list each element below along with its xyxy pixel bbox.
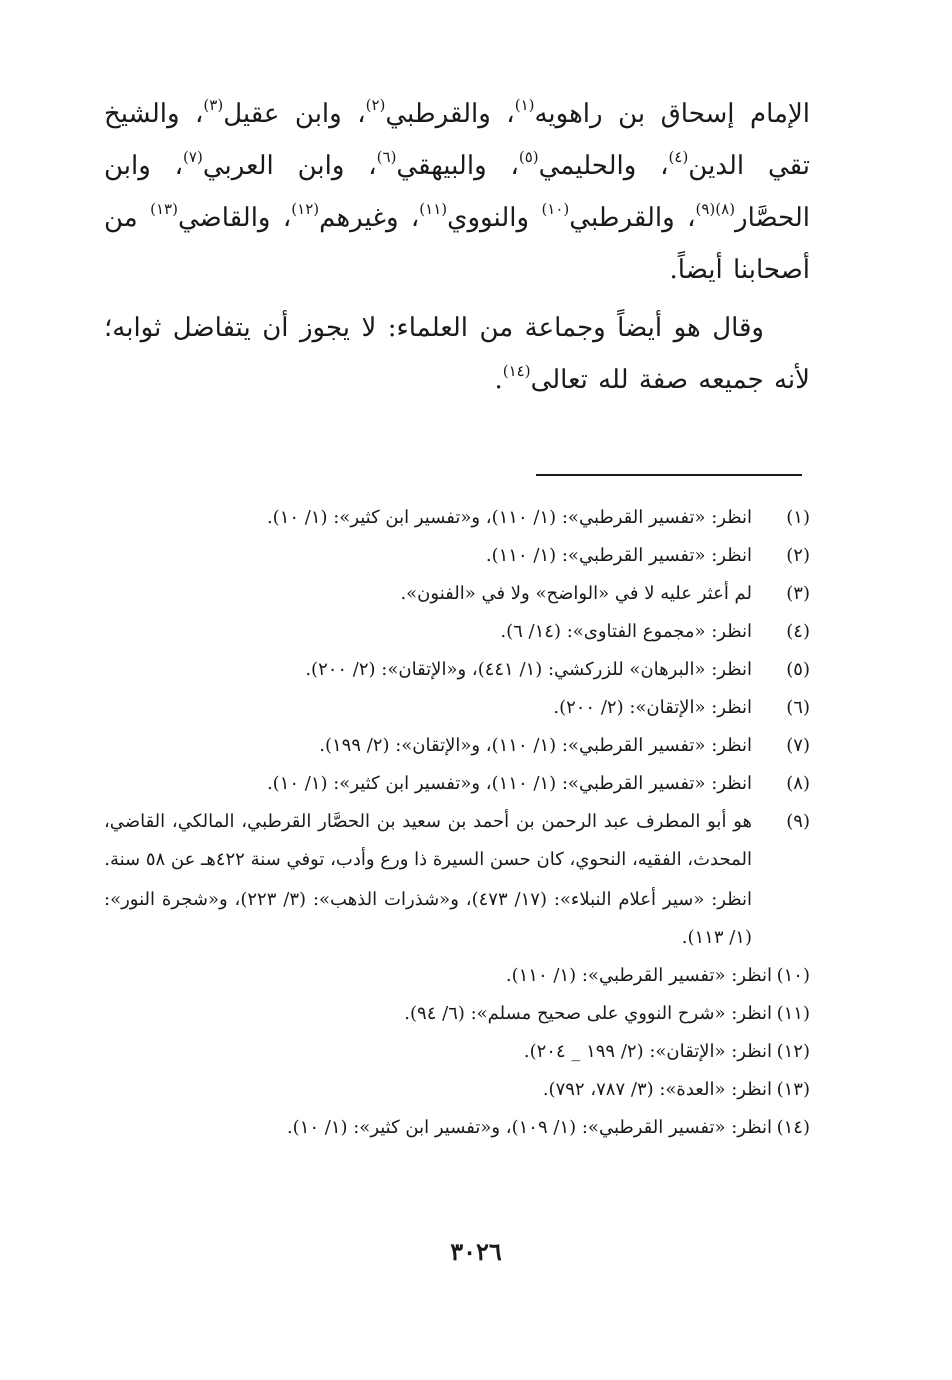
footnote-body: [104, 765, 752, 803]
footnote-body: [104, 727, 752, 765]
footnote-body: [104, 689, 752, 727]
footnote: [104, 1071, 810, 1109]
footnote-number: (١٢): [776, 1041, 810, 1062]
footnote-body: [104, 537, 752, 575]
footnote: [104, 575, 810, 613]
footnote-text: انظر: «تفسير القرطبي»: (١/ ١١٠)، و«الإتقان»: (٢/ ١٩٩).: [319, 735, 752, 756]
footnote: [104, 1033, 810, 1071]
footnote-body: [104, 651, 752, 689]
footnote-number: (٥): [786, 659, 810, 680]
paragraph-1: [104, 88, 810, 296]
footnote-separator: [536, 474, 802, 476]
text-segment: ، والبيهقي: [396, 151, 519, 181]
footnote-text: هو أبو المطرف عبد الرحمن بن أحمد بن سعيد بن الحصَّار القرطبي، المالكي، القاضي، المحدث، الفقيه، النحوي، كان حسن السيرة ذا ورع وأدب، توفي سنة ٤٢٢هـ عن ٥٨ سنة.: [104, 811, 752, 870]
text-segment: ، والشيخ تقي الدين: [104, 99, 811, 181]
footnote-number: (٢): [786, 545, 810, 566]
footnote-ref[interactable]: (١٤): [502, 362, 531, 381]
footnote-body: [104, 613, 752, 651]
text-segment: ، وابن عقيل: [223, 99, 366, 129]
footnote-ref[interactable]: (١٣): [150, 200, 178, 219]
paragraph-2: [104, 302, 810, 406]
text-segment: ، وغيرهم: [319, 203, 420, 233]
footnote-ref[interactable]: (٧): [183, 148, 203, 167]
footnote-text: انظر: «تفسير القرطبي»: (١/ ١١٠)، و«تفسير ابن كثير»: (١/ ١٠).: [266, 507, 752, 528]
footnote-ref[interactable]: (١١): [419, 200, 448, 219]
footnote-number: (٣): [786, 583, 810, 604]
footnote-source: انظر: «سير أعلام النبلاء»: (١٧/ ٤٧٣)، و«شذرات الذهب»: (٣/ ٢٢٣)، و«شجرة النور»: (١/ ١١٣).: [104, 889, 753, 948]
text-segment: ، والقرطبي: [385, 99, 515, 129]
footnote: [104, 803, 810, 957]
footnote-text: لم أعثر عليه لا في «الواضح» ولا في «الفنون».: [400, 583, 752, 604]
footnote-text: انظر: «العدة»: (٣/ ٧٨٧، ٧٩٢).: [542, 1079, 772, 1100]
footnote-body: [104, 499, 752, 537]
footnote-ref[interactable]: (٦): [376, 148, 397, 167]
text-segment: من أصحابنا أيضاً.: [104, 203, 810, 285]
footnote: [104, 957, 810, 995]
footnote-text: انظر: «الإتقان»: (٢/ ١٩٩ _ ٢٠٤).: [523, 1041, 772, 1062]
footnote-number: (٨): [786, 773, 810, 794]
text-segment: والنووي: [447, 203, 542, 233]
footnote-text: انظر: «البرهان» للزركشي: (١/ ٤٤١)، و«الإتقان»: (٢/ ٢٠٠).: [305, 659, 752, 680]
footnote-number: (١٤): [776, 1117, 810, 1138]
footnote-ref[interactable]: (٥): [518, 148, 539, 167]
text-segment: الإمام إسحاق بن راهويه: [534, 99, 810, 129]
footnote: [104, 537, 810, 575]
footnote-body: [104, 803, 752, 957]
footnote-text: انظر: «مجموع الفتاوى»: (١٤/ ٦).: [500, 621, 752, 642]
footnote-text: انظر: «تفسير القرطبي»: (١/ ١١٠)، و«تفسير ابن كثير»: (١/ ١٠).: [266, 773, 752, 794]
main-text: [104, 88, 810, 406]
footnote-ref[interactable]: (١): [514, 96, 535, 115]
footnote-body: [104, 575, 752, 613]
text-segment: .: [494, 365, 503, 395]
footnote-ref[interactable]: (٢): [365, 96, 386, 115]
footnote-text: انظر: «تفسير القرطبي»: (١/ ١٠٩)، و«تفسير ابن كثير»: (١/ ١٠).: [286, 1117, 772, 1138]
footnote: [104, 995, 810, 1033]
footnote-body: [104, 1033, 772, 1071]
footnote-body: [104, 1071, 772, 1109]
footnote: [104, 765, 810, 803]
footnote-number: (٦): [786, 697, 810, 718]
footnote-body: [104, 1109, 772, 1147]
footnote-ref[interactable]: (١٠): [541, 200, 570, 219]
footnote: [104, 499, 810, 537]
footnote: [104, 727, 810, 765]
footnote-number: (٧): [786, 735, 810, 756]
footnote-ref[interactable]: (٤): [668, 148, 689, 167]
footnote-ref[interactable]: (٨)(٩): [695, 200, 736, 219]
footnote-text: انظر: «الإتقان»: (٢/ ٢٠٠).: [553, 697, 752, 718]
footnote-number: (١٣): [776, 1079, 810, 1100]
footnote-number: (٤): [786, 621, 810, 642]
footnote-text: انظر: «تفسير القرطبي»: (١/ ١١٠).: [505, 965, 772, 986]
footnote-body: [104, 995, 772, 1033]
footnotes-list: [104, 499, 810, 1147]
text-segment: ، والقرطبي: [569, 203, 696, 233]
footnote: [104, 1109, 810, 1147]
footnote-body: [104, 957, 772, 995]
footnote: [104, 689, 810, 727]
footnote-number: (١٠): [776, 965, 810, 986]
text-segment: ، والقاضي: [177, 203, 292, 233]
text-segment: وقال هو أيضاً وجماعة من العلماء: لا يجوز أن يتفاضل ثوابه؛ لأنه جميعه صفة لله تعالى: [104, 313, 810, 395]
footnote: [104, 613, 810, 651]
page-number: ٣٠٢٦: [450, 1237, 502, 1266]
footnote-ref[interactable]: (٣): [203, 96, 224, 115]
footnote-number: (٩): [786, 811, 810, 832]
footnote: [104, 651, 810, 689]
text-segment: ، وابن العربي: [202, 151, 377, 181]
text-segment: ، والحليمي: [538, 151, 669, 181]
footnote-number: (١): [786, 507, 810, 528]
footnote-ref[interactable]: (١٢): [291, 200, 320, 219]
text-segment: ، وابن الحصَّار: [104, 151, 810, 233]
footnote-number: (١١): [776, 1003, 810, 1024]
footnote-text: انظر: «شرح النووي على صحيح مسلم»: (٦/ ٩٤).: [404, 1003, 772, 1024]
footnote-text: انظر: «تفسير القرطبي»: (١/ ١١٠).: [485, 545, 752, 566]
